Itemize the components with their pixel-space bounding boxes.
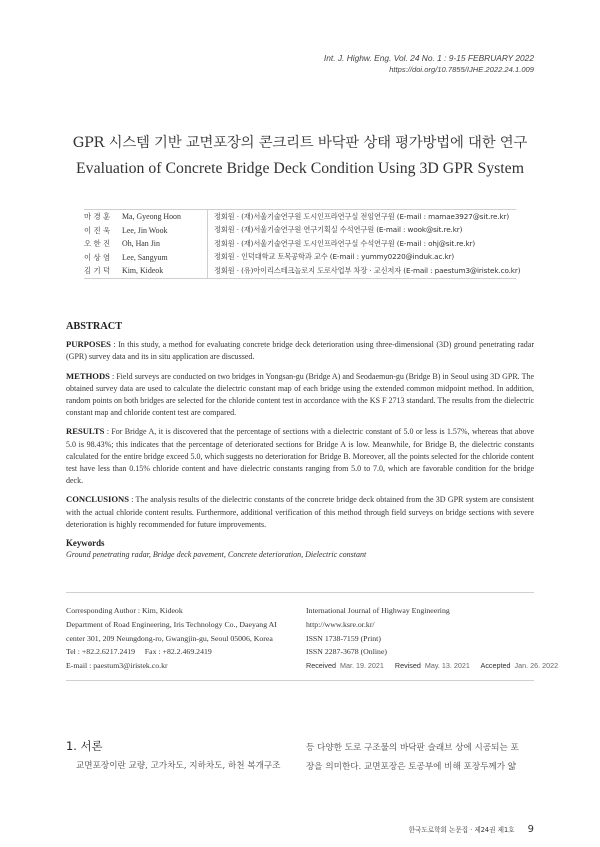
journal-citation: Int. J. Highw. Eng. Vol. 24 No. 1 : 9-15 FEBRUARY 2022 bbox=[323, 53, 534, 63]
author-name-en: Ma, Gyeong Hoon bbox=[122, 212, 181, 222]
body-text-left: 교면포장이란 교량, 고가차도, 지하차도, 하천 복개구조 bbox=[76, 761, 281, 771]
author-row bbox=[84, 264, 520, 278]
abstract bbox=[66, 321, 534, 561]
abstract-purposes bbox=[66, 338, 534, 363]
submission-dates bbox=[306, 659, 567, 673]
author-affiliation: 정회원 · (유)아이리스테크놀로지 도로사업부 차장 · 교신저자 (E-mail : paestum3@iristek.co.kr) bbox=[214, 265, 521, 275]
author-affiliation: 정회원 · (재)서울기술연구원 도시인프라연구실 전임연구원 (E-mail : mamae3927@sit.re.kr) bbox=[214, 211, 510, 221]
author-name-ko: 마 경 훈 bbox=[84, 212, 111, 222]
doi-link[interactable]: https://doi.org/10.7855/IJHE.2022.24.1.009 bbox=[389, 65, 534, 74]
section-label: METHODS bbox=[66, 370, 110, 381]
accepted-label: Accepted bbox=[480, 661, 511, 671]
body-line: 등 다양한 도로 구조물의 바닥판 슬래브 상에 시공되는 포 bbox=[306, 743, 519, 753]
author-row bbox=[84, 224, 520, 238]
section-text: : Field surveys are conducted on two bridges in Yongsan-gu (Bridge A) and Seodaemun-gu (Bridge B) in Seoul using 3D GPR. The obtained survey data are used to calculate the dielectric constant map of each bridge using the extended common midpoint method. In addition, random points on both bridges are selected for the chloride content test in accordance with the KS F 2713 standard. The results from the dielectric constant map and chloride content test are compared. bbox=[66, 371, 534, 418]
corresponding-line: Corresponding Author : Kim, Kideok bbox=[66, 606, 183, 615]
author-divider bbox=[207, 224, 208, 238]
title-english: Evaluation of Concrete Bridge Deck Condition Using 3D GPR System bbox=[76, 160, 524, 177]
author-divider bbox=[207, 251, 208, 265]
abstract-results bbox=[66, 425, 534, 487]
received-date: Mar. 19. 2021 bbox=[339, 661, 384, 671]
author-row bbox=[84, 251, 520, 265]
section-label: RESULTS bbox=[66, 426, 105, 437]
footer-journal: 한국도로학회 논문집 · 제24권 제1호 bbox=[408, 826, 515, 834]
author-name-en: Oh, Han Jin bbox=[122, 239, 160, 249]
issn-print: ISSN 1738-7159 (Print) bbox=[306, 633, 381, 643]
abstract-heading: ABSTRACT bbox=[66, 321, 123, 332]
author-affiliation: 정회원 · (재)서울기술연구원 연구기획실 수석연구원 (E-mail : wook@sit.re.kr) bbox=[214, 225, 463, 235]
section-label: PURPOSES bbox=[66, 339, 111, 350]
journal-reference bbox=[324, 52, 534, 76]
section-text: : The analysis results of the dielectric constants of the concrete bridge deck obtained from the 3D GPR system are consistent with the actual chloride content results. Furthermore, additional verification of this method through field surveys on bridge sections with severe deterioration is highly recommended for future improvements. bbox=[66, 495, 534, 529]
author-row bbox=[84, 237, 520, 251]
keywords-text: Ground penetrating radar, Bridge deck pavement, Concrete deterioration, Dielectric constant bbox=[66, 550, 367, 560]
author-bottom-rule bbox=[84, 278, 516, 279]
page-number: 9 bbox=[527, 824, 534, 835]
author-name-ko: 오 한 진 bbox=[84, 239, 111, 249]
corresponding-email[interactable]: E-mail : paestum3@iristek.co.kr bbox=[66, 661, 168, 671]
author-affiliation: 정회원 · 인덕대학교 토목공학과 교수 (E-mail : yummy0220@induk.ac.kr) bbox=[214, 252, 455, 262]
title-korean: GPR 시스템 기반 교면포장의 콘크리트 바닥판 상태 평가방법에 대한 연구 bbox=[72, 135, 528, 151]
section-heading-intro: 1. 서론 bbox=[66, 739, 103, 753]
author-list bbox=[84, 209, 520, 279]
section-text: : For Bridge A, it is discovered that the percentage of sections with a dielectric constant of 5.0 or less is 1.57%, whereas that above 5.0 is 98.43%; this indicates that the percentage of deteriorated sections for Bridge A is low. Meanwhile, for Bridge B, the dielectric constants calculated for the entire bridge exceed 5.0, which suggests no deterioration for Bridge B. Moreover, all the points selected for the chloride content test have less than 0.15% chloride content and have dielectric constants ranging from 5.0 to 7.0, which are favorable condition for the bridge deck. bbox=[66, 427, 534, 486]
abstract-conclusions bbox=[66, 493, 534, 531]
journal-info bbox=[306, 604, 567, 673]
accepted-date: Jan. 26. 2022 bbox=[514, 661, 559, 671]
journal-url[interactable]: http://www.ksre.or.kr/ bbox=[306, 619, 375, 629]
author-name-ko: 이 진 욱 bbox=[84, 225, 111, 235]
page-footer bbox=[409, 817, 534, 836]
author-name-en: Lee, Jin Wook bbox=[122, 225, 168, 235]
issn-online: ISSN 2287-3678 (Online) bbox=[306, 647, 387, 657]
author-divider bbox=[207, 264, 208, 278]
author-name-en: Lee, Sangyum bbox=[122, 252, 168, 262]
footnote-rule bbox=[66, 592, 534, 593]
author-divider bbox=[207, 237, 208, 251]
body-rule bbox=[66, 680, 534, 681]
journal-name: International Journal of Highway Engineering bbox=[306, 606, 450, 615]
revised-date: May. 13. 2021 bbox=[424, 661, 470, 671]
author-name-ko: 이 상 염 bbox=[84, 252, 111, 262]
author-affiliation: 정회원 · (재)서울기술연구원 도시인프라연구실 수석연구원 (E-mail : ohj@sit.re.kr) bbox=[214, 238, 476, 248]
author-name-ko: 김 기 덕 bbox=[84, 266, 111, 276]
author-row bbox=[84, 210, 520, 224]
keywords-heading: Keywords bbox=[66, 538, 105, 549]
corresponding-author-info bbox=[66, 604, 277, 673]
received-label: Received bbox=[306, 661, 336, 671]
author-name-en: Kim, Kideok bbox=[122, 266, 164, 276]
corresponding-line: Department of Road Engineering, Iris Technology Co., Daeyang AI bbox=[66, 619, 277, 629]
author-divider bbox=[207, 210, 208, 224]
section-text: : In this study, a method for evaluating concrete bridge deck deterioration using three-dimensional (3D) ground penetrating radar (GPR) survey data and its in situ application are discussed. bbox=[66, 340, 534, 362]
abstract-methods bbox=[66, 370, 534, 420]
corresponding-line: center 301, 209 Neungdong-ro, Gwangjin-gu, Seoul 05006, Korea bbox=[66, 633, 273, 643]
corresponding-line: Tel : +82.2.6217.2419 Fax : +82.2.469.2419 bbox=[66, 647, 212, 657]
revised-label: Revised bbox=[394, 661, 421, 671]
section-label: CONCLUSIONS bbox=[66, 494, 130, 505]
body-text-right bbox=[306, 739, 534, 777]
body-line: 장을 의미한다. 교면포장은 토공부에 비해 포장두께가 얇 bbox=[306, 762, 517, 772]
